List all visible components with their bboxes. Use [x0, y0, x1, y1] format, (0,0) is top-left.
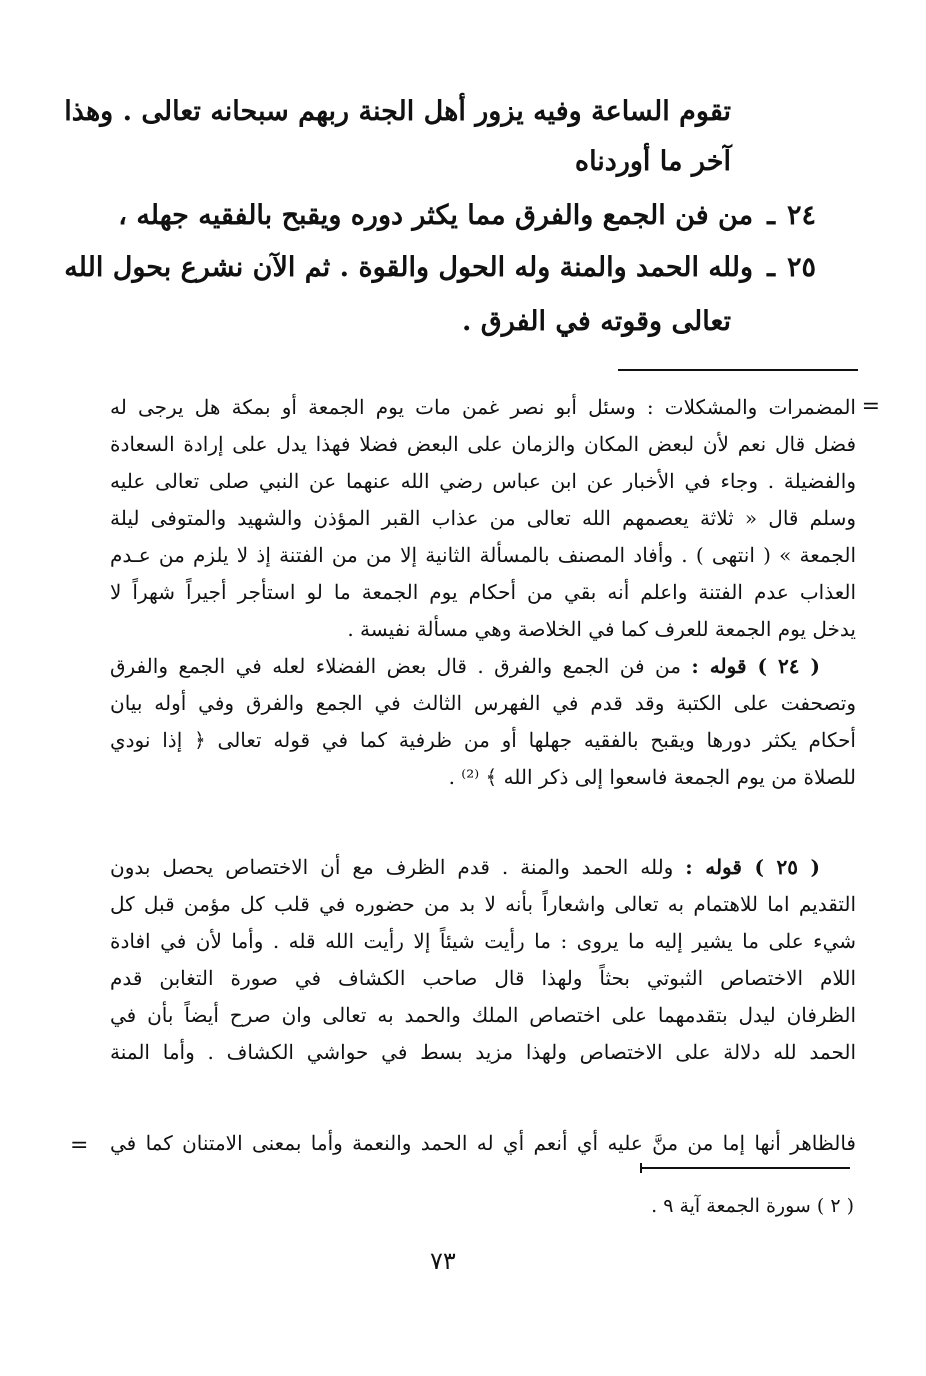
continuation-mark-start: =: [861, 394, 880, 419]
item-text-24: من فن الجمع والفرق مما يكثر دوره ويقبح بالفقيه جهله ،: [118, 200, 754, 231]
commentary-line: الحمد لله دلالة على الاختصاص ولهذا مزيد بسط في حواشي الكشاف . وأما المنة: [110, 1040, 856, 1064]
main-item-25: [64, 248, 816, 288]
para-text-25: ولله الحمد والمنة . قدم الظرف مع أن الاختصاص يحصل بدون: [110, 855, 674, 879]
para-label-25: ( ٢٥ ) قوله :: [685, 855, 820, 879]
commentary-line: فالظاهر أنها إما من منَّ عليه أي أنعم أي له الحمد والنعمة وأما بمعنى الامتنان كما في: [110, 1131, 856, 1155]
item-number-24: ٢٤: [786, 200, 816, 231]
commentary-line: اللام الاختصاص الثبوتي بحثاً ولهذا قال صاحب الكشاف في صورة التغابن قدم: [110, 966, 856, 990]
commentary-para-24-first: [110, 649, 856, 683]
item-dash-25: ـ: [767, 252, 775, 283]
main-text-line-1: تقوم الساعة وفيه يزور أهل الجنة ربهم سبحانه تعالى . وهذا: [64, 96, 731, 127]
commentary-line: التقديم اما للاهتمام به تعالى واشعاراً بأنه لا بد من حضوره في قلب كل مؤمن قبل كل: [110, 892, 856, 916]
continuation-mark-end: =: [70, 1133, 89, 1158]
commentary-line: شيء على ما يشير إليه ما يروى : ما رأيت شيئاً إلا رأيت الله قله . وأما لأن في افادة: [110, 929, 856, 953]
commentary-para-25-first: [110, 850, 856, 884]
footnote-rule: [640, 1167, 850, 1169]
item-text-25: ولله الحمد والمنة وله الحول والقوة . ثم الآن نشرع بحول الله: [64, 252, 754, 283]
commentary-line: الظرفان ليدل بتقدمهما على اختصاص الملك والحمد به تعالى وان صرح أيضاً بأن في: [110, 1003, 856, 1027]
item-dash-24: ـ: [767, 200, 775, 231]
separator-rule: [618, 369, 858, 371]
commentary-line: الجمعة » ( انتهى ) . وأفاد المصنف بالمسألة الثانية إلا من من الفتنة إذ لا يلزم من عـدم: [110, 543, 856, 567]
footnote: ( ٢ ) سورة الجمعة آية ٩ .: [651, 1195, 854, 1217]
commentary-line: فضل قال نعم لأن لبعض المكان والزمان على البعض فضلا فهذا يدل على إرادة السعادة: [110, 432, 856, 456]
main-text-line-2: آخر ما أوردناه: [574, 146, 731, 177]
para-text-24: من فن الجمع والفرق . قال بعض الفضلاء لعله في الجمع والفرق: [110, 654, 681, 678]
commentary-line: وسلم قال « ثلاثة يعصمهم الله تعالى من عذاب القبر المؤذن والشهيد والمتوفى ليلة: [110, 506, 856, 530]
commentary-line: المضمرات والمشكلات : وسئل أبو نصر غمن مات يوم الجمعة أو بمكة هل يرجى له: [110, 395, 856, 419]
commentary-line: العذاب عدم الفتنة واعلم أنه بقي من أحكام يوم الجمعة ما لو استأجر أجيراً شهراً لا: [110, 580, 856, 604]
commentary-line: أحكام يكثر دورها ويقبح بالفقيه جهلها أو من ظرفية كما في قوله تعالى ﴿ إذا نودي: [110, 728, 856, 752]
main-text-last-line: تعالى وقوته في الفرق .: [461, 306, 731, 337]
commentary-line: والفضيلة . وجاء في الأخبار عن ابن عباس رضي الله عنهما عن النبي صلى تعالى عليه: [110, 469, 856, 493]
item-number-25: ٢٥: [786, 252, 816, 283]
commentary-line: يدخل يوم الجمعة للعرف كما في الخلاصة وهي مسألة نفيسة .: [347, 617, 856, 641]
main-item-24: [118, 196, 816, 236]
commentary-line: للصلاة من يوم الجمعة فاسعوا إلى ذكر الله ﴾ ⁽²⁾ .: [448, 765, 856, 789]
page-number: ٧٣: [430, 1247, 456, 1275]
commentary-line: وتصحفت على الكتبة وقد قدم في الفهرس الثالث في الجمع والفرق وفي أوله بيان: [110, 691, 856, 715]
para-label-24: ( ٢٤ ) قوله :: [691, 654, 821, 678]
